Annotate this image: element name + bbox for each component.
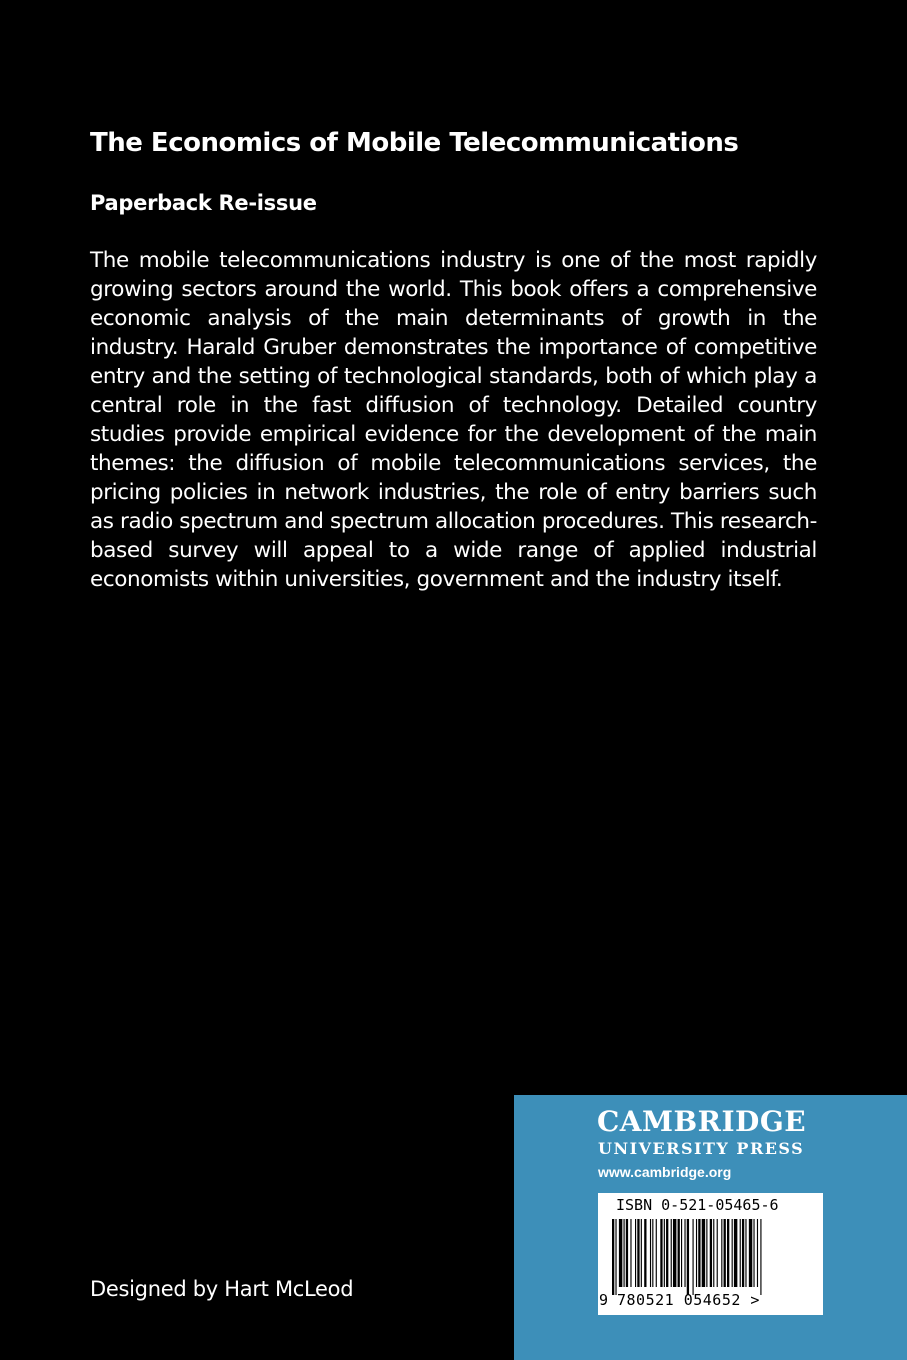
barcode-icon [610, 1219, 810, 1295]
designer-credit: Designed by Hart McLeod [90, 1277, 354, 1301]
publisher-name: CAMBRIDGE [597, 1105, 807, 1138]
publisher-panel [514, 1095, 907, 1360]
book-description: The mobile telecommunications industry is one of the most rapidly growing sectors around the world. This book offers a comprehensive economic analysis of the main determinants of growth in the industry. Harald Gruber demonstrates the importance of competitive entry and the setting of technological standards, both of which play a central role in the fast diffusion of technology. Detailed country studies provide empirical evidence for the development of the main themes: the diffusion of mobile telecommunications services, the pricing policies in network industries, the role of entry barriers such as radio spectrum and spectrum allocation procedures. This research-based survey will appeal to a wide range of applied industrial economists within universities, government and the industry itself. [90, 248, 817, 592]
book-title: The Economics of Mobile Telecommunications [90, 128, 739, 158]
isbn-label: ISBN 0-521-05465-6 [616, 1196, 779, 1214]
publisher-subname: UNIVERSITY PRESS [598, 1139, 805, 1158]
edition-subtitle: Paperback Re-issue [90, 191, 317, 215]
ean-first-digit: 9 [599, 1291, 609, 1309]
publisher-url: www.cambridge.org [598, 1164, 732, 1180]
ean-digits: 780521 054652 > [617, 1291, 760, 1309]
barcode-panel [598, 1193, 823, 1315]
